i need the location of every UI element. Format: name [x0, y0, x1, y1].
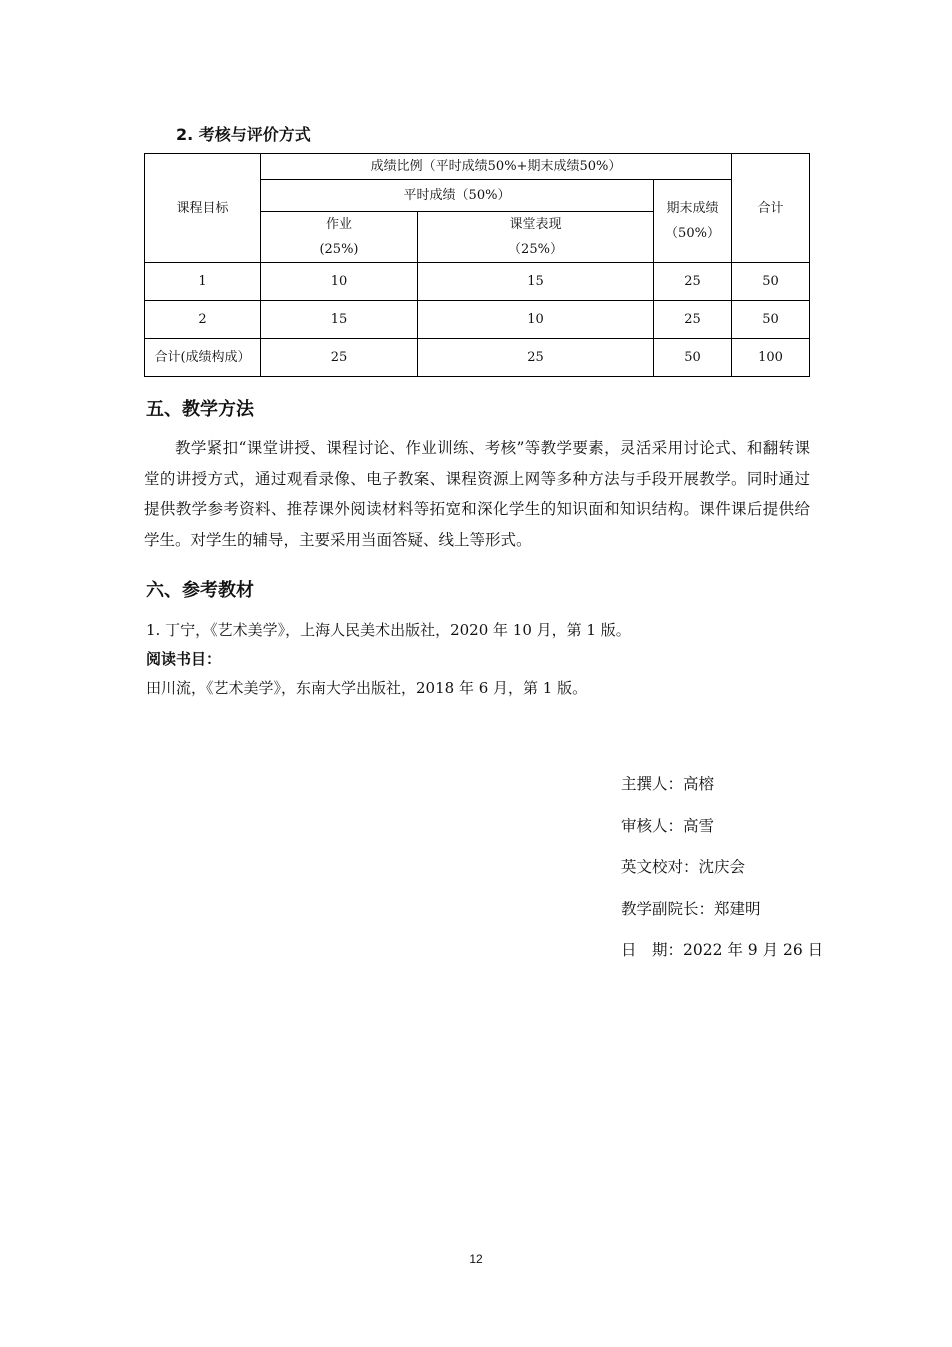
- cell-total: 50: [732, 301, 810, 339]
- cell-final: 50: [654, 339, 732, 377]
- cell-class: 10: [418, 301, 654, 339]
- header-final: [654, 180, 732, 263]
- vice-dean-line: 教学副院长：郑建明: [621, 900, 761, 918]
- grade-table: [144, 153, 810, 377]
- cell-final: 25: [654, 263, 732, 301]
- cell-total: 100: [732, 339, 810, 377]
- reading-entry: 田川流，《艺术美学》，东南大学出版社，2018 年 6 月，第 1 版。: [146, 679, 588, 697]
- table-row: [145, 339, 810, 377]
- textbook-entry: 1. 丁宁，《艺术美学》，上海人民美术出版社，2020 年 10 月，第 1 版。: [146, 621, 631, 639]
- author-line: 主撰人：高榕: [621, 775, 715, 793]
- cell-final: 25: [654, 301, 732, 339]
- assessment-heading: 2. 考核与评价方式: [176, 125, 311, 144]
- header-class-line2: （25%）: [508, 242, 563, 257]
- cell-class: 15: [418, 263, 654, 301]
- cell-goal: 2: [145, 301, 261, 339]
- cell-goal: 合计(成绩构成）: [145, 339, 261, 377]
- header-total: 合计: [732, 154, 810, 263]
- textbooks-heading: 六、参考教材: [146, 580, 254, 601]
- header-homework-line1: 作业: [325, 217, 352, 232]
- table-row: [145, 301, 810, 339]
- methods-heading: 五、教学方法: [146, 399, 254, 420]
- cell-homework: 25: [261, 339, 418, 377]
- header-class: [418, 212, 654, 263]
- header-goal: 课程目标: [145, 154, 261, 263]
- header-class-line1: 课堂表现: [509, 217, 562, 232]
- table-row: [145, 263, 810, 301]
- page-number: 12: [469, 1252, 483, 1266]
- header-homework: [261, 212, 418, 263]
- cell-goal: 1: [145, 263, 261, 301]
- cell-homework: 15: [261, 301, 418, 339]
- english-proofreader-line: 英文校对：沈庆会: [621, 858, 746, 876]
- date-line: 日 期：2022 年 9 月 26 日: [621, 941, 824, 959]
- header-homework-line2: (25%): [319, 242, 359, 257]
- cell-class: 25: [418, 339, 654, 377]
- reading-list-label: 阅读书目：: [146, 650, 222, 668]
- cell-homework: 10: [261, 263, 418, 301]
- cell-total: 50: [732, 263, 810, 301]
- header-final-line1: 期末成绩: [666, 201, 719, 216]
- header-ratio: 成绩比例（平时成绩50%+期末成绩50%）: [261, 154, 732, 180]
- header-final-line2: （50%）: [665, 226, 720, 241]
- methods-paragraph: 教学紧扣“课堂讲授、课程讨论、作业训练、考核”等教学要素，灵活采用讨论式、和翻转课堂的讲授方式，通过观看录像、电子教案、课程资源上网等多种方法与手段开展教学。同时通过提供教学参考资料、推荐课外阅读材料等拓宽和深化学生的知识面和知识结构。课件课后提供给学生。对学生的辅导，主要采用当面答疑、线上等形式。: [144, 439, 810, 549]
- reviewer-line: 审核人：高雪: [621, 817, 715, 835]
- header-usual: 平时成绩（50%）: [261, 180, 654, 212]
- methods-body: [144, 433, 810, 555]
